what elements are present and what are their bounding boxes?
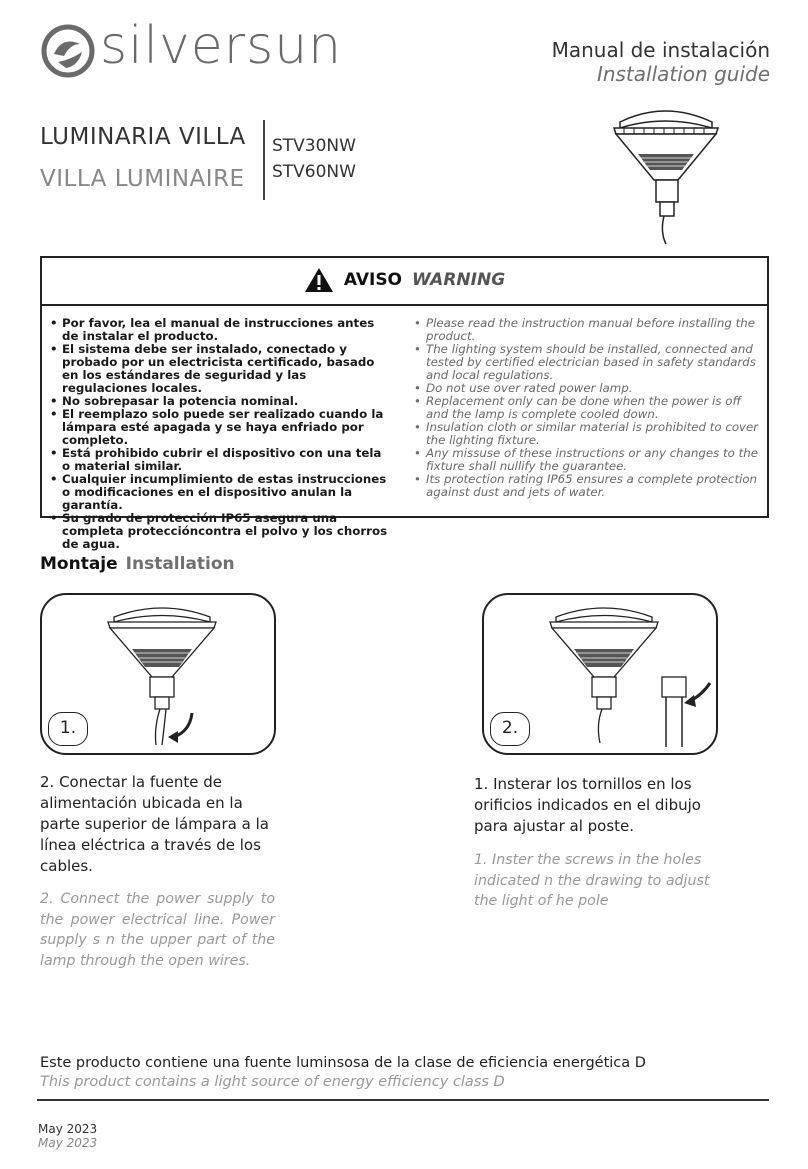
product-divider: [263, 120, 265, 200]
warning-list-es: [50, 317, 390, 551]
model-code: STV30NW: [272, 136, 356, 156]
step-text-en: 2. Connect the power supply to the power electrical line. Power supply s n the upper part of the lamp through the open wires.: [40, 891, 275, 969]
date-es: May 2023: [38, 1122, 98, 1136]
section-title-en: Installation: [125, 554, 235, 574]
date-en: May 2023: [38, 1136, 98, 1150]
energy-class-note-en: This product contains a light source of energy efficiency class D: [40, 1074, 505, 1090]
step-number: 1.: [48, 712, 88, 746]
warning-item-en: • Any missuse of these instructions or any changes to the fixture shall nullify the guarantee.: [414, 447, 760, 473]
warning-item-en: • Replacement only can be done when the power is off and the lamp is complete cooled down.: [414, 395, 760, 421]
energy-class-note-es: Este producto contiene una fuente luminsosa de la clase de eficiencia energética D: [40, 1055, 646, 1071]
manual-title-es: Manual de instalación: [551, 38, 770, 62]
warning-item-es: • Cualquier incumplimiento de estas instrucciones o modificaciones en el dispositivo anulan la garantía.: [50, 473, 390, 512]
model-code: STV60NW: [272, 162, 356, 182]
warning-item-es: • El sistema debe ser instalado, conectado y probado por un electricista certificado, basado en los estándares de seguridad y las regulaciones locales.: [50, 343, 390, 395]
product-name-en: VILLA LUMINAIRE: [40, 166, 245, 192]
warning-label-es: AVISO: [343, 270, 403, 290]
warning-item-es: • El reemplazo solo puede ser realizado cuando la lámpara esté apagada y se haya enfriado por completo.: [50, 408, 390, 447]
warning-item-es: • Está prohibido cubrir el dispositivo con una tela o material similar.: [50, 447, 390, 473]
warning-item-en: • Insulation cloth or similar material is prohibited to cover the lighting fixture.: [414, 421, 760, 447]
warning-item-es: • No sobrepasar la potencia nominal.: [50, 395, 390, 408]
manual-title-en: Installation guide: [596, 62, 770, 86]
step-number: 2.: [490, 712, 530, 746]
warning-icon: [304, 267, 334, 293]
warning-label-en: WARNING: [412, 270, 506, 290]
warning-item-es: • Su grado de protección IP65 asegura una completa proteccióncontra el polvo y los chorros de agua.: [50, 512, 390, 551]
luminaire-illustration-icon: [600, 104, 730, 254]
warning-item-en: • Its protection rating IP65 ensures a complete protection against dust and jets of water.: [414, 473, 760, 499]
warning-item-es: • Por favor, lea el manual de instrucciones antes de instalar el producto.: [50, 317, 390, 343]
warning-list-en: [414, 317, 760, 499]
warning-item-en: • Please read the instruction manual before installing the product.: [414, 317, 760, 343]
warning-item-en: • The lighting system should be installed, connected and tested by certified electrician based in safety standards and local regulations.: [414, 343, 760, 382]
step-text-es: 2. Conectar la fuente de alimentación ubicada en la parte superior de lámpara a la línea eléctrica a través de los cables.: [40, 773, 269, 875]
section-title-es: Montaje: [40, 554, 118, 574]
step-text-en: 1. Inster the screws in the holes indicated n the drawing to adjust the light of he pole: [474, 852, 710, 909]
warning-header: [40, 256, 769, 306]
section-title: [40, 554, 235, 574]
step-text-es: 1. Insterar los tornillos en los orificios indicados en el dibujo para ajustar al poste.: [474, 775, 701, 835]
brand-name: silversun: [100, 16, 343, 76]
product-name-es: LUMINARIA VILLA: [40, 124, 246, 150]
warning-item-en: • Do not use over rated power lamp.: [414, 382, 760, 395]
footer-divider: [37, 1099, 769, 1101]
